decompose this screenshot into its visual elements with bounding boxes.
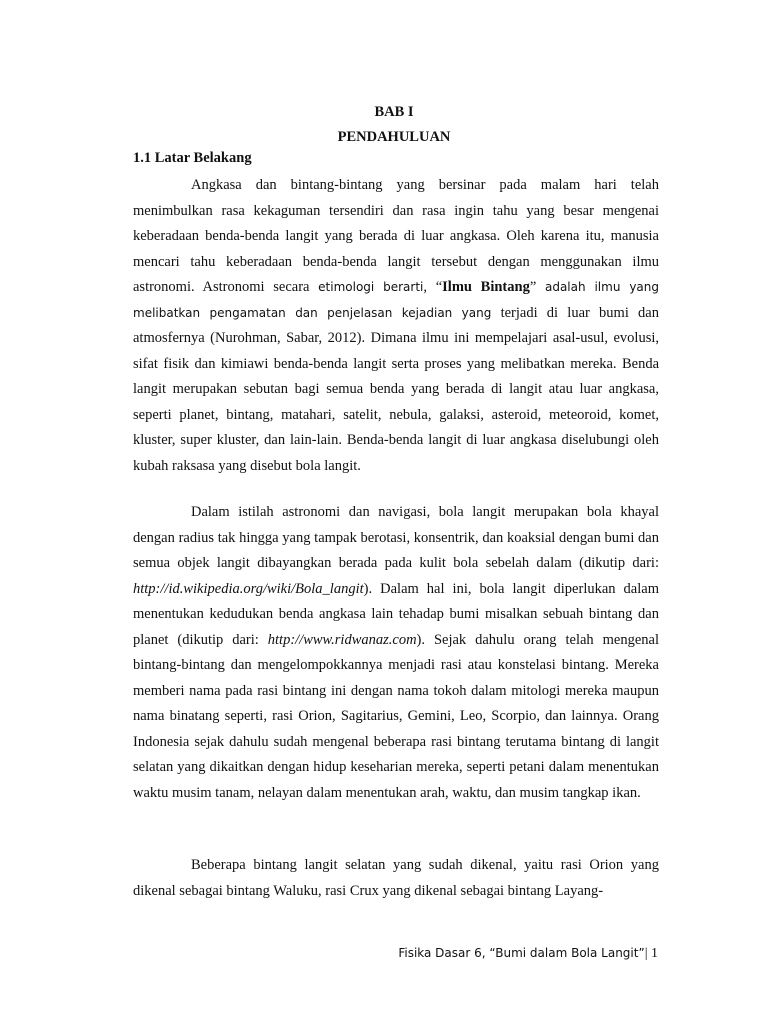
page-number: | 1 [644, 946, 658, 961]
paragraph-3-text: Beberapa bintang langit selatan yang sudah dikenal, yaitu rasi Orion yang dikenal sebagai bintang Waluku, rasi Crux yang dikenal sebagai bintang Layang- [133, 857, 659, 899]
wikipedia-link[interactable]: http://id.wikipedia.org/wiki/Bola_langit [133, 580, 364, 597]
bold-term: Ilmu Bintang [442, 279, 530, 295]
footer-label: Fisika Dasar 6, “Bumi dalam Bola Langit” [398, 946, 645, 960]
paragraph-1-text-b: terjadi di luar bumi dan atmosfernya (Nurohman, Sabar, 2012). Dimana ilmu ini mempelajari asal-usul, evolusi, sifat fisik dan kimiawi benda-benda langit serta proses yang melibatkan mereka. Benda langit merupakan sebutan bagi semua benda yang berada di langit atau luar angkasa, seperti planet, bintang, matahari, satelit, nebula, galaksi, asteroid, meteoroid, komet, kluster, super kluster, dan lain-lain. Benda-benda langit di luar angkasa diselubungi oleh kubah raksasa yang disebut bola langit. [133, 304, 659, 474]
page-footer [360, 946, 658, 962]
paragraph-1-quote-close: ” [529, 279, 545, 295]
section-heading: 1.1 Latar Belakang [133, 150, 252, 166]
paragraph-1-definition: adalah ilmu yang melibatkan pengamatan dan penjelasan kejadian yang [133, 280, 660, 320]
ridwanaz-link[interactable]: http://www.ridwanaz.com [267, 631, 417, 648]
paragraph-1-etymology: etimologi berarti [318, 280, 424, 294]
paragraph-2-text-a: Dalam istilah astronomi dan navigasi, bola langit merupakan bola khayal dengan radius tak hingga yang tampak berotasi, konsentrik, dan koaksial dengan bumi dan semua objek langit dibayangkan berada pada kulit bola sebelah dalam (dikutip dari: [133, 504, 659, 571]
paragraph-1-text-a: Angkasa dan bintang-bintang yang bersinar pada malam hari telah menimbulkan rasa kekaguman tersendiri dan rasa ingin tahu yang besar mengenai keberadaan benda-benda langit yang berada di luar angkasa. Oleh karena itu, manusia mencari tahu keberadaan benda-benda langit tersebut dengan menggunakan ilmu astronomi. Astronomi secara [133, 177, 659, 295]
paragraph-1 [133, 173, 659, 479]
paragraph-2 [133, 500, 659, 806]
chapter-label: BAB I [374, 104, 414, 120]
paragraph-1-quote-open: , “ [423, 279, 443, 295]
chapter-title: PENDAHULUAN [337, 129, 451, 145]
paragraph-3 [133, 853, 659, 904]
paragraph-2-text-c: ). Sejak dahulu orang telah mengenal bintang-bintang dan mengelompokkannya menjadi rasi atau konstelasi bintang. Mereka memberi nama pada rasi bintang ini dengan nama tokoh dalam mitologi mereka maupun nama binatang seperti, rasi Orion, Sagitarius, Gemini, Leo, Scorpio, dan lainnya. Orang Indonesia sejak dahulu sudah mengenal beberapa rasi bintang terutama bintang di langit selatan yang dikaitkan dengan hidup keseharian mereka, seperti petani dalam menentukan waktu musim tanam, nelayan dalam menentukan arah, waktu, dan musim tangkap ikan. [133, 631, 659, 801]
paragraph-2-text-b: ). Dalam hal ini, bola langit diperlukan dalam menentukan kedudukan benda angkasa lain tehadap bumi misalkan sebuah bintang dan planet (dikutip dari: [133, 580, 659, 648]
